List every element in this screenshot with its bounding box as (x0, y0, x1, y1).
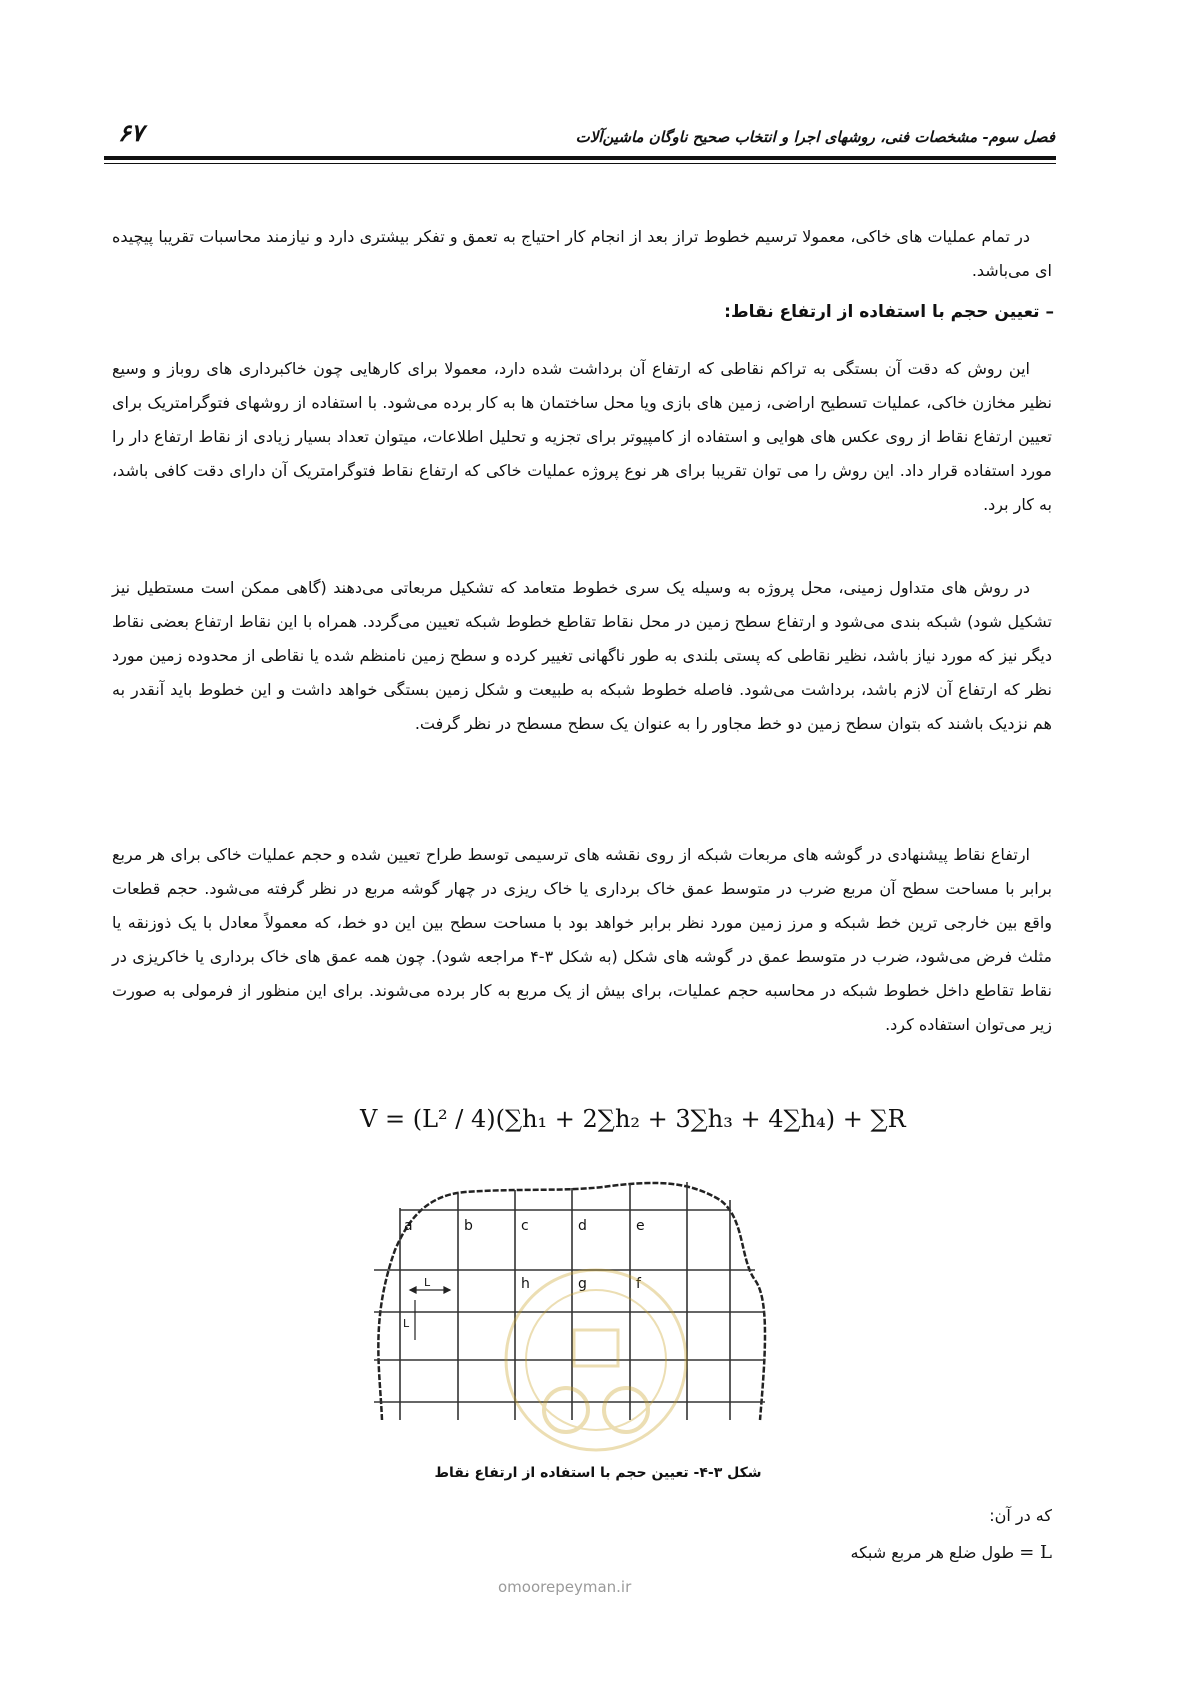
grid-label-e: e (636, 1218, 645, 1234)
grid-label-g: g (578, 1276, 587, 1292)
grid-label-d: d (578, 1218, 587, 1234)
definition-L-symbol: L = (1019, 1542, 1052, 1563)
dimension-label-vertical: L (403, 1317, 410, 1330)
paragraph-text: در روش های متداول زمینی، محل پروژه به وسیله یک سری خطوط متعامد که تشکیل مربعاتی می‌دهند (گاهی ممکن است مستطیل نیز تشکیل شود) شبکه بندی می‌شود و ارتفاع سطح زمین در محل نقاط تقاطع خطوط شبکه تعیین می‌گردد. همراه با این نقاط ارتفاع بعضی نقاط دیگر نیز که مورد نیاز باشد، نظیر نقاطی که پستی بلندی به طور ناگهانی تغییر کرده و سطح زمین نامنظم شده یا نقاطی از محدوده زمین مورد نظر که ارتفاع آن لازم باشد، برداشت می‌شود. فاصله خطوط شبکه به طبیعت و شکل زمین بستگی خواهد داشت و این خطوط باید آنقدر به هم نزدیک باشند که بتوان سطح زمین دو خط مجاور را به عنوان یک سطح مسطح در نظر گرفت. (112, 578, 1052, 733)
header-rule-thin (104, 163, 1056, 164)
paragraph-method (112, 352, 1052, 522)
running-header: فصل سوم- مشخصات فنی، روشهای اجرا و انتخاب صحیح ناوگان ماشین‌آلات (575, 128, 1055, 146)
grid-label-c: c (521, 1218, 529, 1234)
paragraph-text: این روش که دقت آن بستگی به تراکم نقاطی که ارتفاع آن برداشت شده دارد، معمولا برای کارهایی چون خاکبرداری های روباز و وسیع نظیر مخازن خاکی، عملیات تسطیح اراضی، زمین های بازی ویا محل ساختمان ها به کار برده می‌شود. با استفاده از روشهای فتوگرامتریک برای تعیین ارتفاع نقاط از روی عکس های هوایی و استفاده از کامپیوتر برای تجزیه و تحلیل اطلاعات، میتوان تعداد بسیار زیادی از نقاط ارتفاع دار را مورد استفاده قرار داد. این روش را می توان تقریبا برای هر نوع پروژه عملیات خاکی که ارتفاع نقاط فتوگرامتریک آن دارای دقت کافی باشد، به کار برد. (112, 359, 1052, 514)
section-heading: – تعیین حجم با استفاده از ارتفاع نقاط: (724, 302, 1054, 322)
watermark-url: omoorepeyman.ir (498, 1578, 632, 1596)
watermark-logo (496, 1250, 696, 1470)
grid-label-h: h (521, 1276, 530, 1292)
grid-label-a: a (404, 1218, 413, 1234)
figure-caption: شکل ۳-۴- تعیین حجم با استفاده از ارتفاع نقاط (434, 1465, 762, 1481)
definition-L (850, 1542, 1052, 1563)
paragraph-ground-methods (112, 571, 1052, 741)
page-number: ۶۷ (118, 118, 144, 147)
definitions-intro: که در آن: (989, 1506, 1052, 1525)
paragraph-volume (112, 838, 1052, 1042)
volume-formula: V = (L² / 4)(∑h₁ + 2∑h₂ + 3∑h₃ + 4∑h₄) + ∑R (360, 1105, 906, 1133)
grid-label-b: b (464, 1218, 473, 1234)
paragraph-text: ارتفاع نقاط پیشنهادی در گوشه های مربعات شبکه از روی نقشه های ترسیمی توسط طراح تعیین شده و حجم عملیات خاکی برای هر مربع برابر با مساحت سطح آن مربع ضرب در متوسط عمق خاک برداری یا خاک ریزی در چهار گوشه مربع در نظر گرفته می‌شود. حجم قطعات واقع بین خارجی ترین خط شبکه و مرز زمین مورد نظر برابر خواهد بود با مساحت سطح بین این دو خط، که معمولاً معادل با یک ذوزنقه یا مثلث فرض می‌شود، ضرب در متوسط عمق در گوشه های شکل (به شکل ۳-۴ مراجعه شود). چون همه عمق های خاک برداری یا خاکریزی در نقاط تقاطع داخل خطوط شبکه در محاسبه حجم عملیات، برای بیش از یک مربع به کار برده می‌شوند. برای این منظور از فرمولی به صورت زیر می‌توان استفاده کرد. (112, 845, 1053, 1034)
dimension-label-horizontal: L (424, 1276, 431, 1289)
paragraph-text: در تمام عملیات های خاکی، معمولا ترسیم خطوط تراز بعد از انجام کار احتیاج به تعمق و تفکر بیشتری دارد و نیازمند محاسبات تقریبا پیچیده ای می‌باشد. (112, 227, 1052, 280)
paragraph-intro (112, 220, 1052, 288)
grid-label-f: f (636, 1276, 641, 1292)
definition-L-text: طول ضلع هر مربع شبکه (850, 1543, 1015, 1562)
header-rule-thick (104, 156, 1056, 160)
dimension-marks (410, 1287, 450, 1340)
